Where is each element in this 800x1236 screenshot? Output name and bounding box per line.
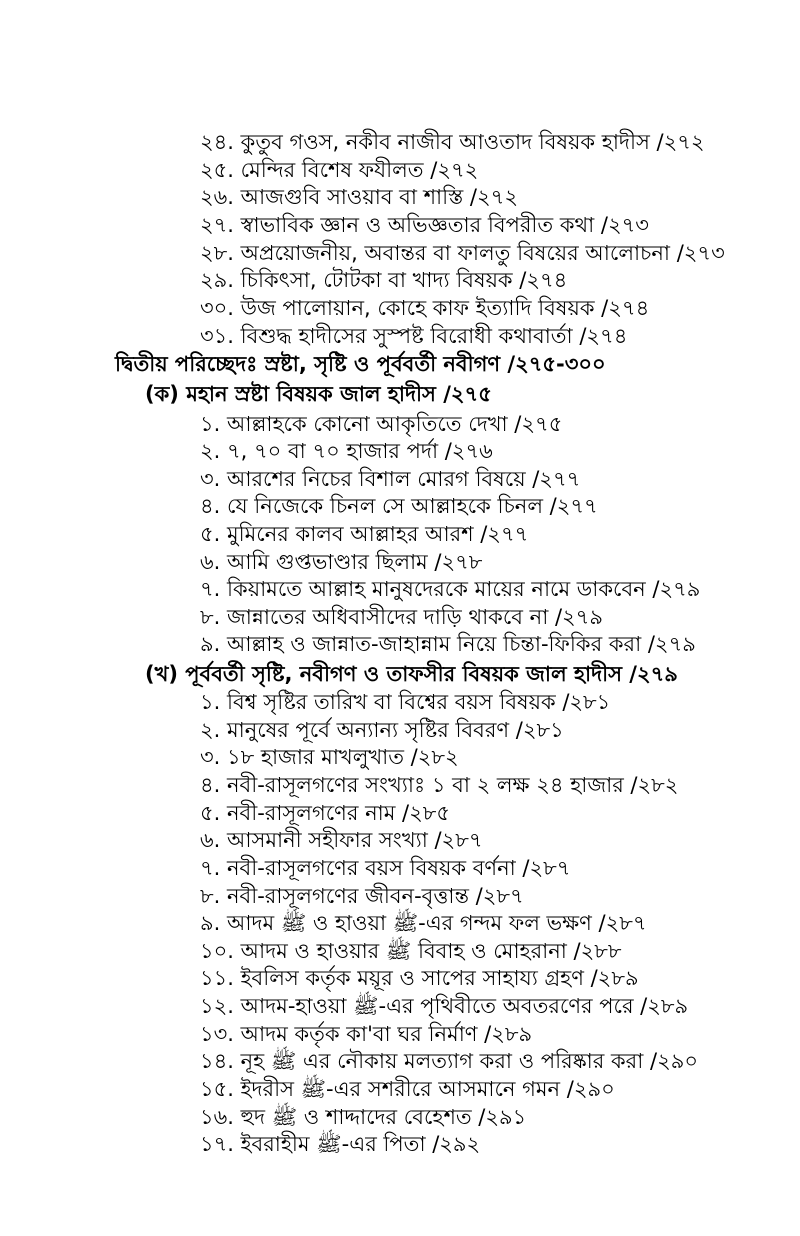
section-heading: (খ) পূর্ববর্তী সৃষ্টি, নবীগণ ও তাফসীর বিষয়ক জাল হাদীস /২৭৯ [145,662,678,686]
section-heading: (ক) মহান স্রষ্টা বিষয়ক জাল হাদীস /২৭৫ [145,382,492,406]
toc-item: ১৭. ইবরাহীম ﷺ-এর পিতা /২৯২ [200,1132,481,1156]
toc-item: ২৯. চিকিৎসা, টোটকা বা খাদ্য বিষয়ক /২৭৪ [200,268,568,292]
toc-item: ৮. নবী-রাসূলগণের জীবন-বৃত্তান্ত /২৮৭ [200,884,524,908]
toc-item: ৪. যে নিজেকে চিনল সে আল্লাহকে চিনল /২৭৭ [200,494,598,518]
toc-item: ৪. নবী-রাসূলগণের সংখ্যাঃ ১ বা ২ লক্ষ ২৪ হাজার /২৮২ [200,773,679,797]
toc-item: ৫. মুমিনের কালব আল্লাহর আরশ /২৭৭ [200,522,529,546]
toc-item: ৯. আল্লাহ ও জান্নাত-জাহান্নাম নিয়ে চিন্তা-ফিকির করা /২৭৯ [200,632,696,656]
toc-item: ৯. আদম ﷺ ও হাওয়া ﷺ-এর গন্দম ফল ভক্ষণ /২৮৭ [200,911,647,935]
toc-item: ৭. কিয়ামতে আল্লাহ মানুষদেরকে মায়ের নামে ডাকবেন /২৭৯ [200,577,701,601]
toc-item: ৫. নবী-রাসূলগণের নাম /২৮৫ [200,801,451,825]
toc-item: ৩. ১৮ হাজার মাখলুখাত /২৮২ [200,745,459,769]
toc-item: ৩১. বিশুদ্ধ হাদীসের সুস্পষ্ট বিরোধী কথাবার্তা /২৭৪ [200,324,628,348]
toc-item: ২৭. স্বাভাবিক জ্ঞান ও অভিজ্ঞতার বিপরীত কথা /২৭৩ [200,213,649,237]
toc-item: ১০. আদম ও হাওয়ার ﷺ বিবাহ ও মোহরানা /২৮৮ [200,939,622,963]
toc-item: ১. বিশ্ব সৃষ্টির তারিখ বা বিশ্বের বয়স বিষয়ক /২৮১ [200,690,611,714]
toc-item: ২৪. কুতুব গওস, নকীব নাজীব আওতাদ বিষয়ক হাদীস /২৭২ [200,130,705,154]
toc-item: ২৬. আজগুবি সাওয়াব বা শাস্তি /২৭২ [200,185,518,209]
chapter-heading: দ্বিতীয় পরিচ্ছেদঃ স্রষ্টা, সৃষ্টি ও পূর্ববর্তী নবীগণ /২৭৫-৩০০ [115,352,606,376]
toc-item: ১৩. আদম কর্তৃক কা'বা ঘর নির্মাণ /২৮৯ [200,1022,533,1046]
toc-item: ৬. আসমানী সহীফার সংখ্যা /২৮৭ [200,828,483,852]
toc-item: ২. ৭, ৭০ বা ৭০ হাজার পর্দা /২৭৬ [200,439,493,463]
toc-item: ১৪. নূহ ﷺ এর নৌকায় মলত্যাগ করা ও পরিষ্কার করা /২৯০ [200,1049,699,1073]
toc-item: ৩. আরশের নিচের বিশাল মোরগ বিষয়ে /২৭৭ [200,467,581,491]
toc-item: ৩০. উজ পালোয়ান, কোহে কাফ ইত্যাদি বিষয়ক /২৭৪ [200,296,650,320]
toc-item: ২৫. মেন্দির বিশেষ ফযীলত /২৭২ [200,158,479,182]
toc-item: ২৮. অপ্রয়োজনীয়, অবান্তর বা ফালতু বিষয়ের আলোচনা /২৭৩ [200,241,725,265]
toc-item: ৬. আমি গুপ্তভাণ্ডার ছিলাম /২৭৮ [200,550,483,574]
toc-item: ৭. নবী-রাসূলগণের বয়স বিষয়ক বর্ণনা /২৮৭ [200,856,571,880]
toc-item: ১২. আদম-হাওয়া ﷺ-এর পৃথিবীতে অবতরণের পরে /২৮৯ [200,994,689,1018]
toc-item: ১৬. হুদ ﷺ ও শাদ্দাদের বেহেশত /২৯১ [200,1105,527,1129]
toc-item: ১৫. ইদরীস ﷺ-এর সশরীরে আসমানে গমন /২৯০ [200,1077,615,1101]
toc-item: ২. মানুষের পূর্বে অন্যান্য সৃষ্টির বিবরণ /২৮১ [200,718,564,742]
toc-item: ৮. জান্নাতের অধিবাসীদের দাড়ি থাকবে না /২৭৯ [200,605,603,629]
toc-item: ১১. ইবলিস কর্তৃক ময়ূর ও সাপের সাহায্য গ্রহণ /২৮৯ [200,966,639,990]
toc-item: ১. আল্লাহকে কোনো আকৃতিতে দেখা /২৭৫ [200,412,563,436]
